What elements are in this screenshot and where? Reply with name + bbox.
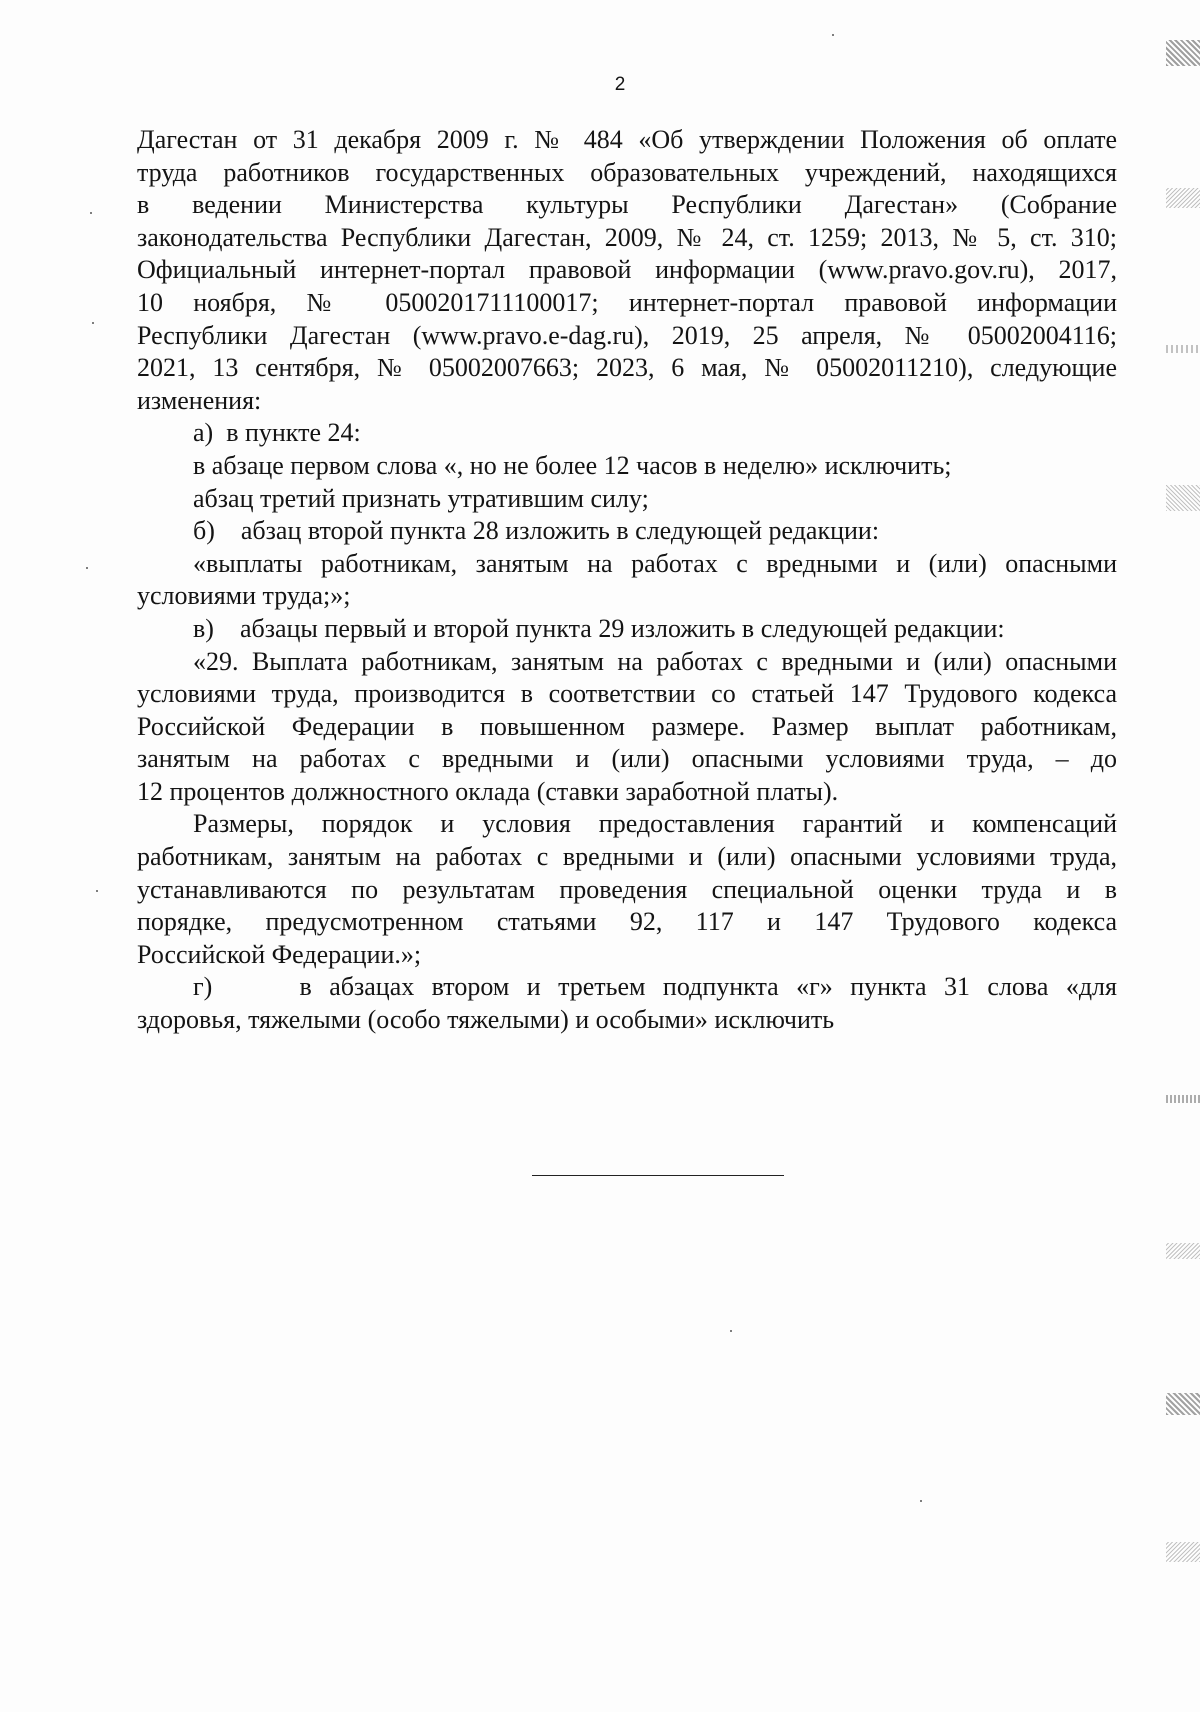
item-v-heading: абзацы первый и второй пункта 29 изложить в следующей редакции: <box>239 613 1005 643</box>
item-v-para1-line: «29. Выплата работникам, занятым на работах с вредными и (или) опасными <box>193 646 1117 676</box>
item-b-heading: абзац второй пункта 28 изложить в следующей редакции: <box>240 516 880 546</box>
item-v-para1-line: 12 процентов должностного оклада (ставки заработной платы). <box>137 776 839 806</box>
item-b-quote-line: условиями труда;»; <box>137 581 351 611</box>
item-b-label: б) <box>193 516 215 546</box>
item-a-heading: в пункте 24: <box>226 418 361 448</box>
item-v-para1-line: Российской Федерации в повышенном размере. Размер выплат работникам, <box>137 711 1117 741</box>
scan-speck <box>920 1500 922 1502</box>
item-b <box>137 515 1117 613</box>
scan-noise <box>1166 1243 1200 1259</box>
item-v-para2-line: Российской Федерации.»; <box>137 939 422 969</box>
item-v-para1-line: условиями труда, производится в соответствии со статьей 147 Трудового кодекса <box>137 679 1117 709</box>
text-line: в ведении Министерства культуры Республики Дагестан» (Собрание <box>137 190 1117 220</box>
item-g-label: г) <box>193 972 213 1002</box>
text-line: изменения: <box>137 385 262 415</box>
scan-noise <box>1166 1393 1200 1415</box>
scan-speck <box>832 34 834 36</box>
text-line: Дагестан от 31 декабря 2009 г. № 484 «Об утверждении Положения об оплате <box>137 125 1117 154</box>
item-v-para2-line: порядке, предусмотренном статьями 92, 117 и 147 Трудового кодекса <box>137 907 1117 937</box>
item-v-label: в) <box>193 613 214 643</box>
scan-speck <box>90 212 92 214</box>
item-v-para1-line: занятым на работах с вредными и (или) опасными условиями труда, – до <box>137 744 1117 774</box>
scan-speck <box>96 890 98 892</box>
text-line: Официальный интернет-портал правовой информации (www.pravo.gov.ru), 2017, <box>137 255 1117 285</box>
item-b-quote-line: «выплаты работникам, занятым на работах с вредными и (или) опасными <box>193 548 1117 578</box>
scan-noise <box>1166 40 1200 66</box>
scan-speck <box>92 322 94 324</box>
item-g-text: в абзацах втором и третьем подпункта «г» пункта 31 слова «для <box>299 972 1117 1002</box>
scan-noise <box>1166 188 1200 208</box>
item-g-line: здоровья, тяжелыми (особо тяжелыми) и особыми» исключить <box>137 1005 835 1035</box>
scan-noise <box>1166 1542 1200 1562</box>
item-v-para2-line: Размеры, порядок и условия предоставления гарантий и компенсаций <box>193 809 1117 839</box>
item-v-para2-line: устанавливаются по результатам проведения специальной оценки труда и в <box>137 874 1117 904</box>
scan-noise <box>1166 1095 1200 1103</box>
item-a-line1: в абзаце первом слова «, но не более 12 часов в неделю» исключить; <box>193 450 952 480</box>
item-a <box>137 417 1117 515</box>
text-line: законодательства Республики Дагестан, 2009, № 24, ст. 1259; 2013, № 5, ст. 310; <box>137 222 1117 252</box>
scan-noise <box>1166 345 1200 353</box>
scan-noise <box>1166 485 1200 511</box>
item-g <box>137 971 1117 1036</box>
item-v <box>137 613 1117 972</box>
scan-speck <box>86 567 88 569</box>
item-v-heading-line <box>137 613 1117 646</box>
text-line: Республики Дагестан (www.pravo.e-dag.ru), 2019, 25 апреля, № 05002004116; <box>137 320 1117 350</box>
item-g-line <box>137 971 1117 1004</box>
text-line: 2021, 13 сентября, № 05002007663; 2023, 6 мая, № 05002011210), следующие <box>137 353 1117 383</box>
text-line: 10 ноября, № 0500201711100017; интернет-портал правовой информации <box>137 287 1117 317</box>
item-a-line2: абзац третий признать утратившим силу; <box>193 483 649 513</box>
document-body <box>137 124 1117 1037</box>
item-a-label: а) <box>193 418 214 448</box>
end-separator-line <box>532 1175 784 1176</box>
item-a-heading-line <box>137 417 1117 450</box>
item-v-para2-line: работникам, занятым на работах с вредными и (или) опасными условиями труда, <box>137 842 1117 872</box>
item-b-heading-line <box>137 515 1117 548</box>
scan-speck <box>730 1330 732 1332</box>
text-line: труда работников государственных образовательных учреждений, находящихся <box>137 157 1117 187</box>
intro-paragraph <box>137 124 1117 417</box>
page-number: 2 <box>614 74 626 95</box>
